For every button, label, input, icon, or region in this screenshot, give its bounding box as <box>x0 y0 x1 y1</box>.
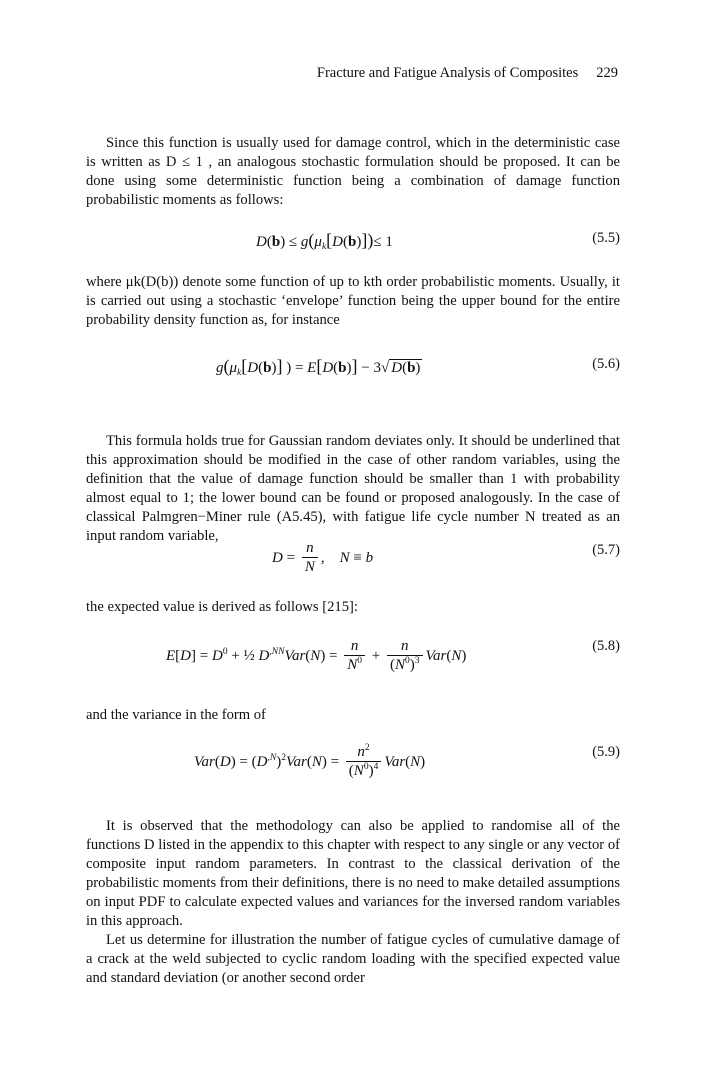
equation-5-7-number: (5.7) <box>592 542 620 558</box>
equation-5-7-body: D = $\frac{n}{N}$ , N ≡ b <box>272 540 374 575</box>
paragraph-5-text: and the variance in the form of <box>86 707 266 723</box>
paragraph-3 <box>86 432 620 546</box>
equation-5-6 <box>86 356 620 380</box>
running-header <box>317 65 618 82</box>
equation-5-9 <box>86 744 620 792</box>
paragraph-5 <box>86 706 620 725</box>
equation-5-9-body: $Var(D) = (D^{,N})^2Var(N)$ = $\frac{n^2}{(N^0)^4}$ Var(N) <box>194 743 426 779</box>
equation-5-9-number: (5.9) <box>592 744 620 760</box>
equation-5-8-body: $E[D] = D^0$ + ½ $D^{,NN}Var(N)$ = $\frac{n}{N^0}$ + $\frac{n}{(N^0)^3}$ Var(N) <box>166 638 467 673</box>
equation-5-5-body: $D(b) \le g(\mu_k[D(b)])\le 1$ <box>256 230 393 252</box>
equation-5-6-body: $g(\mu_k[D(b)]$ ) = E[D(b)] − 3√ D(b) <box>216 356 421 378</box>
paragraph-3-text: This formula holds true for Gaussian random deviates only. It should be underlined that this approximation should be modified in the case of other random variables, using the definition that the value of damage function should be smaller than 1 with probability almost equal to 1; the lower bound can be found or proposed analogously. In the case of classical Palmgren−Miner rule (A5.45), with fatigue life cycle number N treated as an input random variable, <box>86 433 620 544</box>
paragraph-1 <box>86 134 620 210</box>
header-title: Fracture and Fatigue Analysis of Composites <box>316 65 579 81</box>
paragraph-6-text: It is observed that the methodology can also be applied to randomise all of the functions D listed in the appendix to this chapter with respect to any single or any vector of composite input random parameters. In contrast to the classical derivation of the probabilistic moments from their definitions, there is no need to make detailed assumptions on input PDF to calculate expected values and variances for the inversed random variables in this approach. <box>86 818 620 929</box>
equation-5-5-number: (5.5) <box>592 230 620 246</box>
paragraph-2-text: where μk(D(b)) denote some function of up to kth order probabilistic moments. Usually, it is carried out using a stochastic ‘envelope’ function being the upper bound for the entire probability density function as, for instance <box>86 274 620 328</box>
paragraph-1-text: Since this function is usually used for damage control, which in the deterministic case is written as D ≤ 1 , an analogous stochastic formulation should be proposed. It can be done using some deterministic function being a combination of damage function probabilistic moments as follows: <box>86 135 620 208</box>
page-number: 229 <box>596 65 618 81</box>
paragraph-7-text: Let us determine for illustration the number of fatigue cycles of cumulative damage of a crack at the weld subjected to cyclic random loading with the specified expected value and standard deviation (or another second order <box>86 932 620 986</box>
equation-5-5 <box>86 230 620 252</box>
paragraph-2 <box>86 273 620 330</box>
equation-5-6-number: (5.6) <box>592 356 620 372</box>
equation-5-8-number: (5.8) <box>592 638 620 654</box>
paragraph-4 <box>86 598 620 617</box>
paragraph-6 <box>86 817 620 988</box>
equation-5-8 <box>86 638 620 686</box>
paragraph-4-text: the expected value is derived as follows [215]: <box>86 599 358 615</box>
equation-5-7 <box>86 540 620 584</box>
